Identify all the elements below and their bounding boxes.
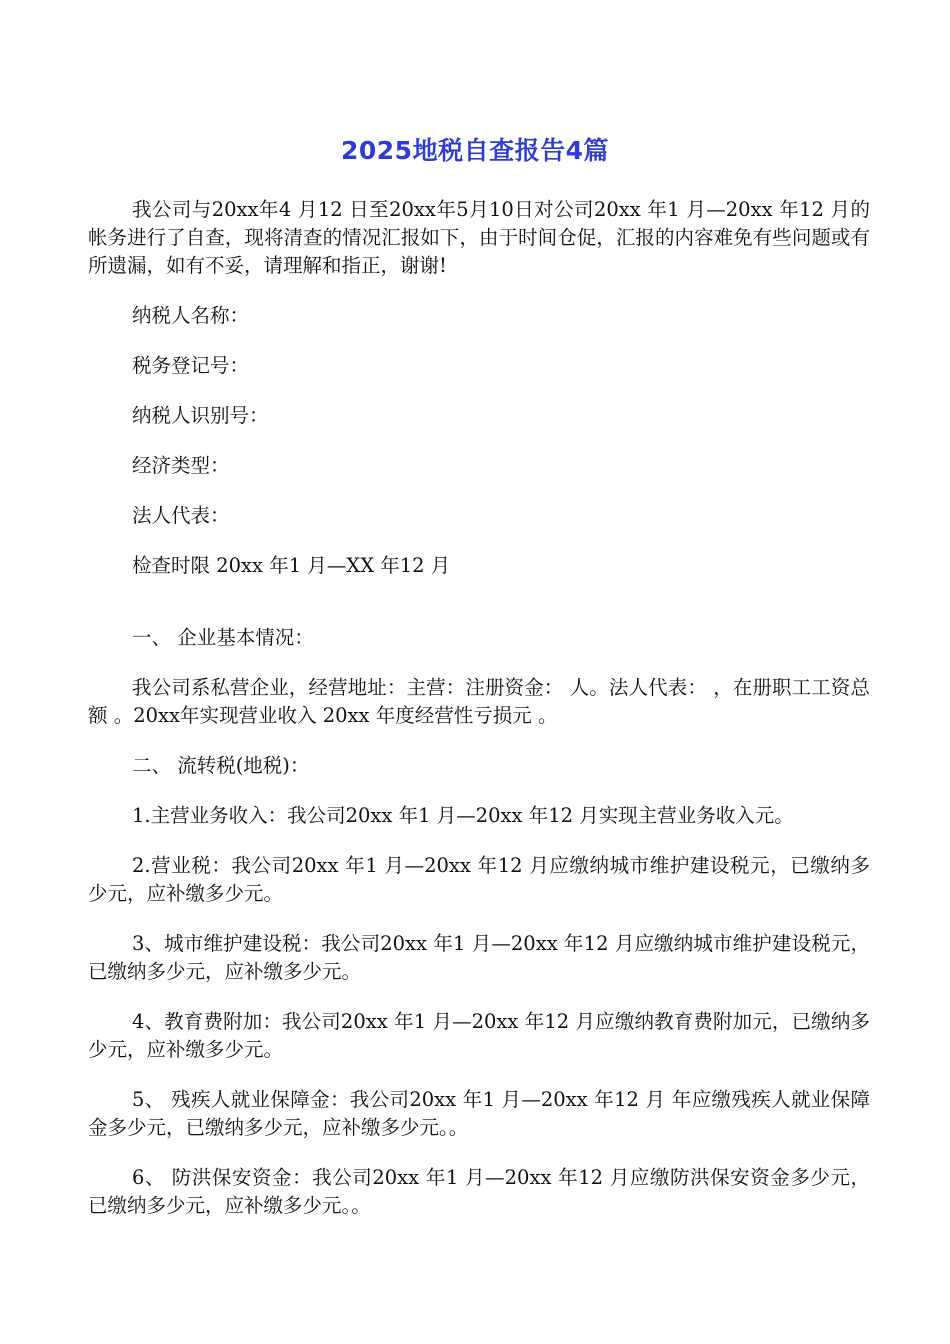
item-business-tax: 2.营业税：我公司20xx 年1 月—20xx 年12 月应缴纳城市维护建设税元，已缴纳多少元，应补缴多少元。: [88, 854, 870, 905]
document-body: [88, 196, 870, 1220]
basic-info-paragraph: 我公司系私营企业，经营地址：主营：注册资金： 人。法人代表： ，在册职工工资总额 。20xx年实现营业收入 20xx 年度经营性亏损元 。: [88, 676, 870, 727]
inspection-period-field: 检查时限 20xx 年1 月—XX 年12 月: [132, 554, 451, 577]
taxpayer-id-field: 纳税人识别号：: [132, 404, 269, 427]
item-urban-maintenance-tax: 3、城市维护建设税：我公司20xx 年1 月—20xx 年12 月应缴纳城市维护建设税元，已缴纳多少元，应补缴多少元。: [88, 932, 870, 983]
intro-paragraph: 我公司与20xx年4 月12 日至20xx年5月10日对公司20xx 年1 月—20xx 年12 月的帐务进行了自查，现将清查的情况汇报如下，由于时间仓促，汇报的内容难免有些问题或有所遗漏，如有不妥，请理解和指正，谢谢!: [88, 198, 870, 277]
economic-type-field: 经济类型：: [132, 454, 230, 477]
legal-representative-field: 法人代表：: [132, 504, 230, 527]
section-heading-turnover-tax: 二、 流转税(地税)：: [132, 754, 310, 777]
item-flood-control-fund: 6、 防洪保安资金：我公司20xx 年1 月—20xx 年12 月应缴防洪保安资金多少元，已缴纳多少元，应补缴多少元。。: [88, 1166, 870, 1217]
item-education-surcharge: 4、教育费附加：我公司20xx 年1 月—20xx 年12 月应缴纳教育费附加元，已缴纳多少元，应补缴多少元。: [88, 1010, 870, 1061]
item-disability-employment-fund: 5、 残疾人就业保障金：我公司20xx 年1 月—20xx 年12 月 年应缴残疾人就业保障金多少元，已缴纳多少元，应补缴多少元。。: [88, 1088, 870, 1139]
item-main-revenue: 1.主营业务收入：我公司20xx 年1 月—20xx 年12 月实现主营业务收入元。: [132, 804, 794, 827]
section-heading-basic-info: 一、 企业基本情况：: [132, 626, 314, 649]
document-title: 2025地税自查报告4篇: [341, 136, 609, 165]
tax-registration-field: 税务登记号：: [132, 354, 250, 377]
taxpayer-name-field: 纳税人名称：: [132, 304, 250, 327]
